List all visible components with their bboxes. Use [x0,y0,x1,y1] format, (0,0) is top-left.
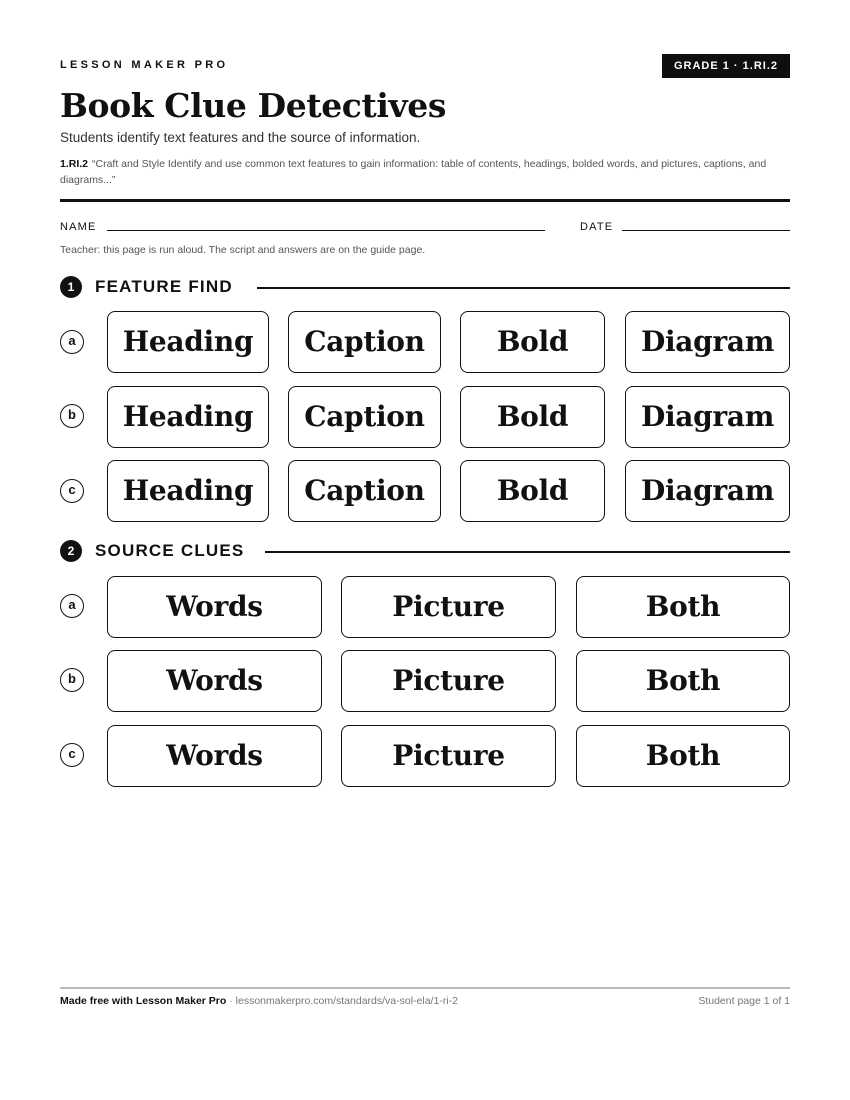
standard-description [60,156,780,188]
grade-badge: GRADE 1 · 1.RI.2 [662,54,790,78]
footer-made-with: Made free with Lesson Maker Pro [60,995,227,1007]
section-rule [265,551,790,553]
section-rule [257,287,790,289]
footer-page-number: Student page 1 of 1 [698,995,790,1007]
page-subtitle: Students identify text features and the source of information. [60,130,421,145]
row-letter-c: c [60,743,84,767]
option-words[interactable]: Words [107,576,322,638]
option-caption[interactable]: Caption [288,311,441,373]
option-caption[interactable]: Caption [288,460,441,522]
option-words[interactable]: Words [107,725,322,787]
date-label: DATE [580,221,614,233]
option-bold[interactable]: Bold [460,311,605,373]
name-label: NAME [60,221,97,233]
section-feature-find [60,276,790,298]
option-caption[interactable]: Caption [288,386,441,448]
footer-credit [60,995,458,1007]
option-picture[interactable]: Picture [341,576,556,638]
header-divider [60,199,790,202]
option-diagram[interactable]: Diagram [625,386,790,448]
standard-text: “Craft and Style Identify and use common text features to gain information: table of contents, headings, bolded words, and pictures, captions, and diagrams...” [60,158,767,186]
option-words[interactable]: Words [107,650,322,712]
row-letter-c: c [60,479,84,503]
row-letter-b: b [60,668,84,692]
section-number: 2 [60,540,82,562]
section-number: 1 [60,276,82,298]
option-diagram[interactable]: Diagram [625,460,790,522]
standard-code: 1.RI.2 [60,158,89,170]
option-both[interactable]: Both [576,725,790,787]
option-picture[interactable]: Picture [341,650,556,712]
option-picture[interactable]: Picture [341,725,556,787]
footer-divider [60,987,790,989]
teacher-note: Teacher: this page is run aloud. The script and answers are on the guide page. [60,244,426,256]
option-both[interactable]: Both [576,576,790,638]
brand-name: LESSON MAKER PRO [60,59,229,71]
option-bold[interactable]: Bold [460,386,605,448]
option-bold[interactable]: Bold [460,460,605,522]
page-title: Book Clue Detectives [60,86,447,125]
footer-url: · lessonmakerpro.com/standards/va-sol-ela/1-ri-2 [226,995,458,1007]
section-title: FEATURE FIND [95,277,233,296]
option-both[interactable]: Both [576,650,790,712]
option-diagram[interactable]: Diagram [625,311,790,373]
worksheet-page [60,0,790,1100]
row-letter-a: a [60,594,84,618]
section-source-clues [60,540,790,562]
option-heading[interactable]: Heading [107,460,269,522]
row-letter-a: a [60,330,84,354]
date-field-line[interactable] [622,230,790,231]
option-heading[interactable]: Heading [107,311,269,373]
option-heading[interactable]: Heading [107,386,269,448]
row-letter-b: b [60,404,84,428]
name-field-line[interactable] [107,230,545,231]
section-title: SOURCE CLUES [95,541,245,560]
